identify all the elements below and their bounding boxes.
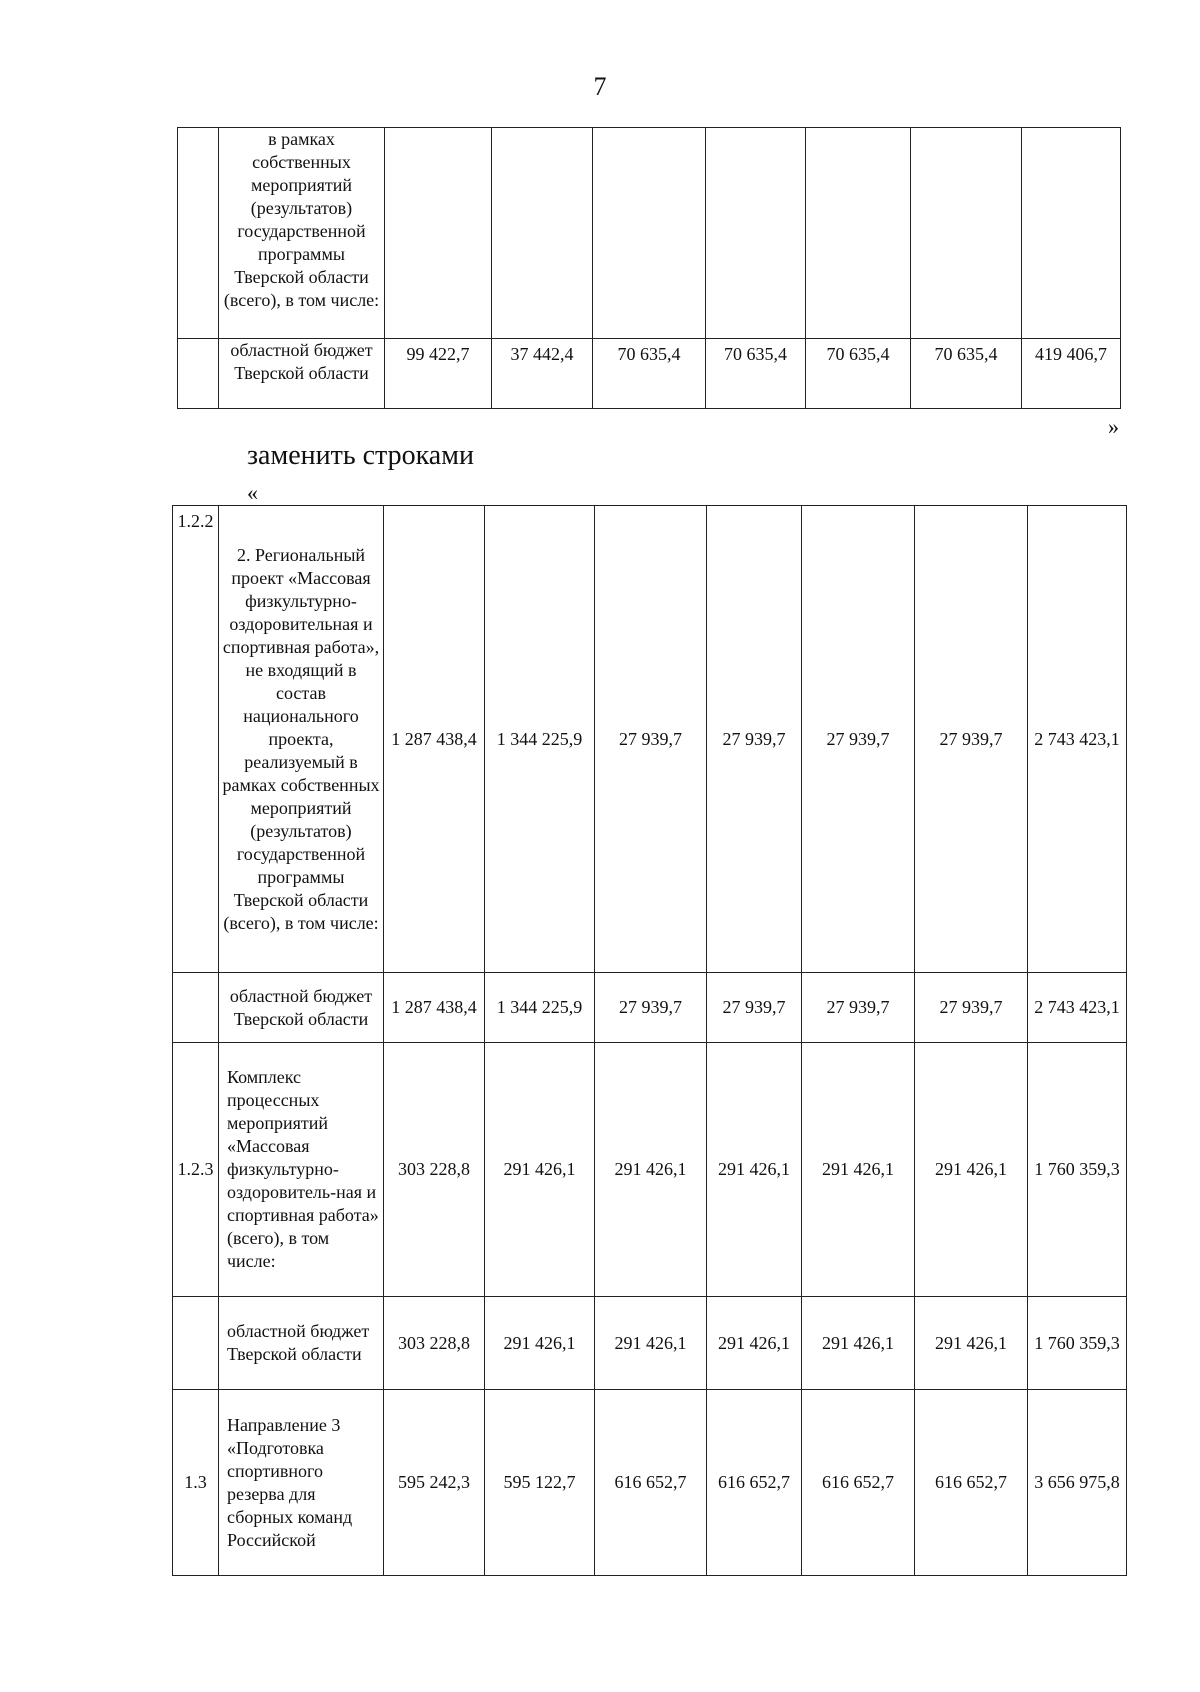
value-cell: 616 652,7 xyxy=(707,1390,802,1576)
value-cell: 1 287 438,4 xyxy=(384,973,485,1043)
value-cell: 291 426,1 xyxy=(595,1297,707,1390)
value-cell: 2 743 423,1 xyxy=(1028,506,1127,973)
value-cell xyxy=(1022,128,1121,339)
value-cell: 27 939,7 xyxy=(707,506,802,973)
table-row xyxy=(173,1297,1127,1390)
value-cell: 291 426,1 xyxy=(915,1043,1028,1297)
row-index: 1.2.3 xyxy=(173,1043,219,1297)
value-cell: 291 426,1 xyxy=(915,1297,1028,1390)
value-cell: 27 939,7 xyxy=(595,506,707,973)
value-cell: 2 743 423,1 xyxy=(1028,973,1127,1043)
value-cell: 70 635,4 xyxy=(706,339,806,409)
table-row xyxy=(173,1043,1127,1297)
open-quote: « xyxy=(247,480,258,505)
row-description: Комплекс процессных мероприятий «Массовая физкультурно-оздоровитель-ная и спортивная работа» (всего), в том числе: xyxy=(219,1043,384,1297)
replace-instruction: заменить строками xyxy=(247,440,474,471)
value-cell: 1 760 359,3 xyxy=(1028,1043,1127,1297)
value-cell: 303 228,8 xyxy=(384,1043,485,1297)
page-number: 7 xyxy=(593,72,607,101)
value-cell: 419 406,7 xyxy=(1022,339,1121,409)
row-description: 2. Региональный проект «Массовая физкультурно-оздоровительная и спортивная работа», не входящий в состав национального проекта, реализуемый в рамках собственных мероприятий (результатов) государственной программы Тверской области (всего), в том числе: xyxy=(219,506,384,973)
row-description: областной бюджет Тверской области xyxy=(219,973,384,1043)
value-cell: 303 228,8 xyxy=(384,1297,485,1390)
table-row xyxy=(173,1390,1127,1576)
table-row xyxy=(173,973,1127,1043)
value-cell: 595 242,3 xyxy=(384,1390,485,1576)
row-description: Направление 3 «Подготовка спортивного резерва для сборных команд Российской xyxy=(219,1390,384,1576)
value-cell: 616 652,7 xyxy=(802,1390,915,1576)
value-cell: 70 635,4 xyxy=(806,339,911,409)
value-cell: 27 939,7 xyxy=(802,506,915,973)
value-cell xyxy=(911,128,1022,339)
value-cell: 616 652,7 xyxy=(915,1390,1028,1576)
value-cell: 27 939,7 xyxy=(802,973,915,1043)
value-cell: 27 939,7 xyxy=(595,973,707,1043)
table-row xyxy=(173,506,1127,973)
value-cell xyxy=(706,128,806,339)
row-index xyxy=(178,128,219,339)
row-description: в рамках собственных мероприятий (результатов) государственной программы Тверской области (всего), в том числе: xyxy=(219,128,385,339)
value-cell: 291 426,1 xyxy=(485,1297,595,1390)
row-index xyxy=(173,973,219,1043)
row-index xyxy=(178,339,219,409)
value-cell: 291 426,1 xyxy=(802,1297,915,1390)
value-cell: 37 442,4 xyxy=(492,339,593,409)
value-cell: 1 287 438,4 xyxy=(384,506,485,973)
value-cell: 27 939,7 xyxy=(707,973,802,1043)
row-description: областной бюджет Тверской области xyxy=(219,1297,384,1390)
row-index xyxy=(173,1297,219,1390)
value-cell: 99 422,7 xyxy=(385,339,492,409)
value-cell xyxy=(492,128,593,339)
value-cell: 291 426,1 xyxy=(707,1043,802,1297)
value-cell xyxy=(806,128,911,339)
row-description: областной бюджет Тверской области xyxy=(219,339,385,409)
table-replacement-rows xyxy=(172,505,1127,1576)
row-index: 1.2.2 xyxy=(173,506,219,973)
value-cell: 70 635,4 xyxy=(593,339,706,409)
value-cell: 27 939,7 xyxy=(915,506,1028,973)
table-original-rows xyxy=(177,127,1121,409)
value-cell: 291 426,1 xyxy=(802,1043,915,1297)
value-cell: 291 426,1 xyxy=(485,1043,595,1297)
value-cell: 1 760 359,3 xyxy=(1028,1297,1127,1390)
value-cell: 27 939,7 xyxy=(915,973,1028,1043)
table-row xyxy=(178,128,1121,339)
value-cell xyxy=(593,128,706,339)
value-cell: 1 344 225,9 xyxy=(485,973,595,1043)
value-cell xyxy=(385,128,492,339)
value-cell: 595 122,7 xyxy=(485,1390,595,1576)
close-quote: » xyxy=(1108,414,1119,439)
value-cell: 3 656 975,8 xyxy=(1028,1390,1127,1576)
value-cell: 616 652,7 xyxy=(595,1390,707,1576)
value-cell: 291 426,1 xyxy=(707,1297,802,1390)
table-row xyxy=(178,339,1121,409)
value-cell: 70 635,4 xyxy=(911,339,1022,409)
value-cell: 291 426,1 xyxy=(595,1043,707,1297)
value-cell: 1 344 225,9 xyxy=(485,506,595,973)
row-index: 1.3 xyxy=(173,1390,219,1576)
